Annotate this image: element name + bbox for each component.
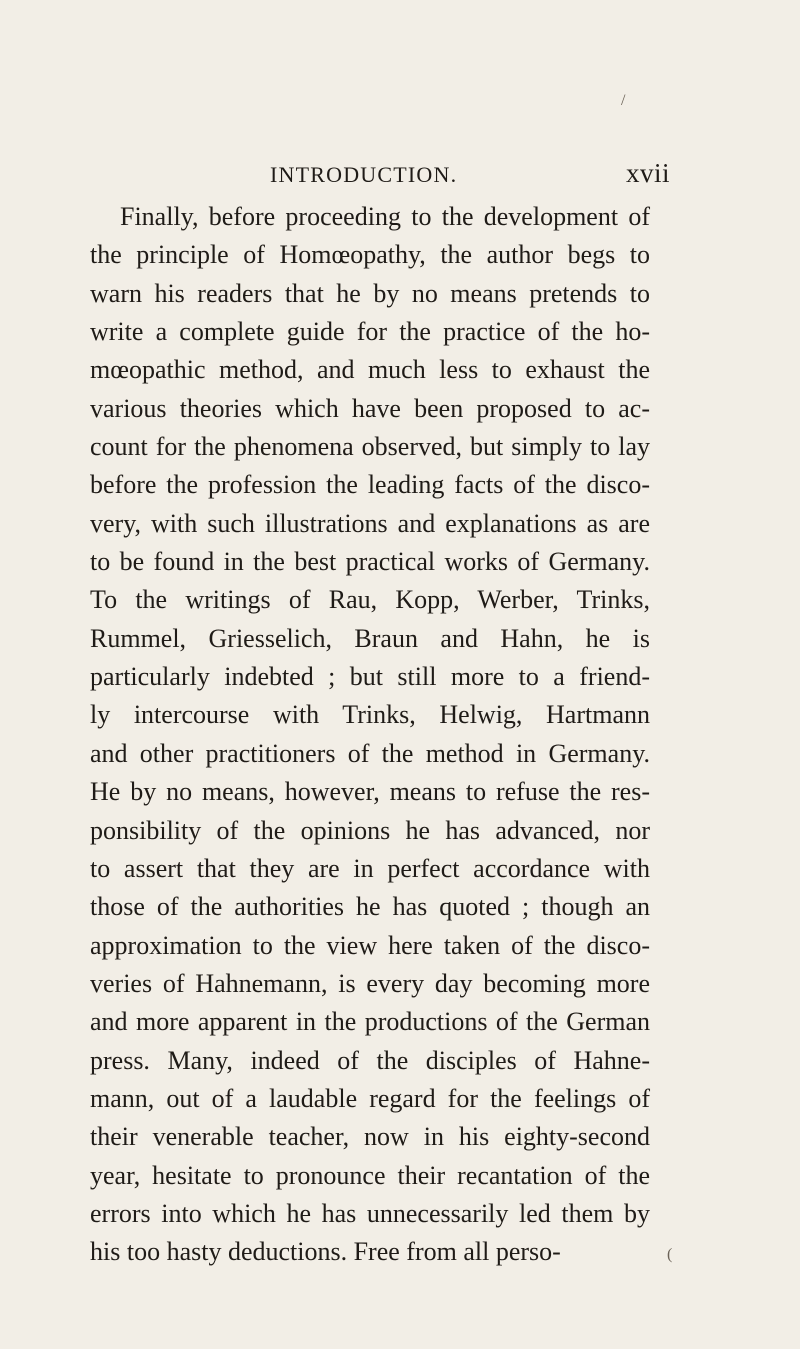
text-line: their venerable teacher, now in his eighty-second [90,1122,650,1152]
running-head: INTRODUCTION. [270,162,458,187]
body-paragraph [90,198,650,1272]
text-line: errors into which he has unnecessarily led them by [90,1198,650,1228]
text-line: before the profession the leading facts of the disco- [90,470,650,500]
text-line: particularly indebted ; but still more to a friend- [90,662,650,692]
text-line: warn his readers that he by no means pretends to [90,278,650,308]
page-number: xvii [626,158,671,188]
text-line: to be found in the best practical works of Germany. [90,547,650,577]
text-line: Rummel, Griesselich, Braun and Hahn, he is [90,623,650,653]
text-line: ly intercourse with Trinks, Helwig, Hartmann [90,700,650,730]
text-line: and other practitioners of the method in Germany. [90,738,650,768]
text-line: year, hesitate to pronounce their recantation of the [90,1160,650,1190]
text-line: the principle of Homœopathy, the author begs to [90,240,650,270]
text-line: and more apparent in the productions of the German [90,1007,650,1037]
text-line: He by no means, however, means to refuse the res- [90,777,650,807]
text-line: ponsibility of the opinions he has advanced, nor [90,815,650,845]
text-line: his too hasty deductions. Free from all perso- [90,1237,561,1267]
text-line: count for the phenomena observed, but simply to lay [90,432,650,462]
text-line: mann, out of a laudable regard for the feelings of [90,1083,650,1113]
text-line: veries of Hahnemann, is every day becoming more [90,968,650,998]
text-line: those of the authorities he has quoted ; though an [90,892,650,922]
print-speck: ( [667,1246,673,1263]
text-line: To the writings of Rau, Kopp, Werber, Trinks, [90,585,650,615]
text-line: various theories which have been proposed to ac- [90,393,650,423]
text-line: press. Many, indeed of the disciples of Hahne- [90,1045,650,1075]
text-line: to assert that they are in perfect accordance with [90,853,650,883]
text-line: approximation to the view here taken of the disco- [90,930,650,960]
page-header [0,150,800,190]
text-line: Finally, before proceeding to the development of [120,202,650,231]
text-line: mœopathic method, and much less to exhaust the [90,355,650,385]
print-speck: / [621,92,626,109]
text-line: write a complete guide for the practice of the ho- [90,317,650,347]
text-line: very, with such illustrations and explanations as are [90,508,650,538]
